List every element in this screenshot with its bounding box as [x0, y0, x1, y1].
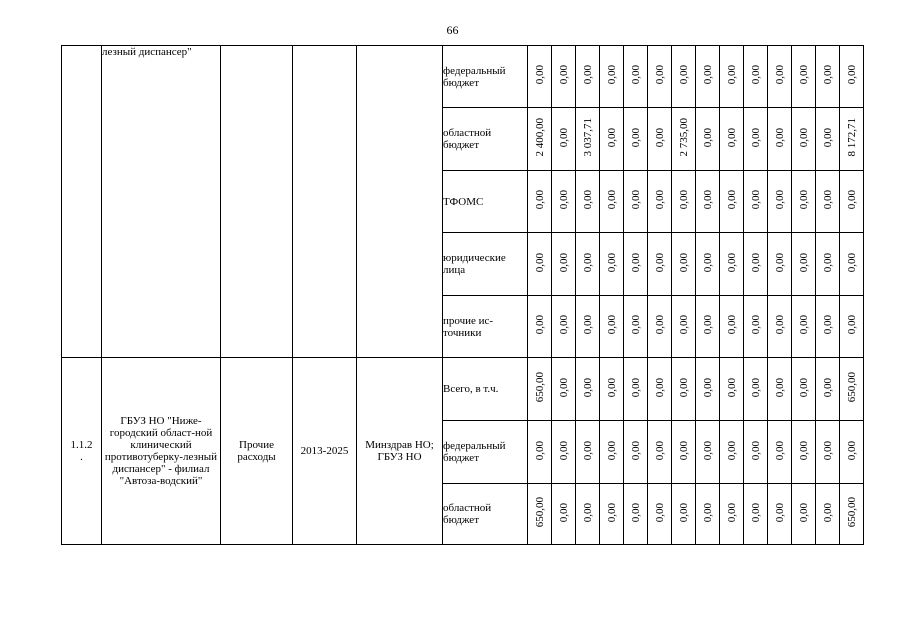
value-cell	[528, 171, 552, 233]
value-cell	[624, 358, 648, 421]
source-label: прочие ис-точники	[443, 296, 528, 358]
value-text: 0,00	[773, 440, 786, 461]
value-text: 0,00	[749, 315, 762, 335]
value-text: 0,00	[701, 502, 714, 523]
value-cell	[768, 358, 792, 421]
value-cell	[720, 296, 744, 358]
value-cell	[600, 46, 624, 108]
value-cell	[792, 108, 816, 171]
value-text: 0,00	[749, 190, 762, 210]
value-cell	[744, 358, 768, 421]
organization-cell: ГБУЗ НО "Ниже-городский област-ной клинический противотуберку-лезный диспансер" - филиал "Автоза-водский"	[102, 358, 221, 545]
value-text: 0,00	[533, 65, 546, 85]
value-cell	[528, 421, 552, 484]
value-text: 0,00	[821, 127, 834, 148]
value-cell	[576, 484, 600, 545]
value-text: 0,00	[557, 190, 570, 210]
value-cell	[720, 233, 744, 296]
value-cell	[648, 108, 672, 171]
value-cell	[816, 484, 840, 545]
item-number-cell: 1.1.2 .	[62, 358, 102, 545]
value-text: 0,00	[629, 65, 642, 85]
value-cell	[696, 484, 720, 545]
value-text: 0,00	[629, 315, 642, 335]
value-cell	[744, 484, 768, 545]
value-text: 0,00	[557, 252, 570, 273]
value-cell	[552, 233, 576, 296]
value-cell	[744, 296, 768, 358]
value-text: 0,00	[821, 315, 834, 335]
value-cell	[528, 233, 552, 296]
value-text: 0,00	[557, 502, 570, 523]
value-cell	[744, 233, 768, 296]
value-cell	[696, 233, 720, 296]
value-text: 0,00	[677, 502, 690, 523]
value-text: 650,00	[845, 497, 858, 528]
value-cell	[696, 421, 720, 484]
value-cell	[624, 171, 648, 233]
value-cell	[840, 484, 864, 545]
value-cell	[624, 46, 648, 108]
value-cell	[648, 46, 672, 108]
value-text: 0,00	[725, 190, 738, 210]
value-text: 0,00	[701, 65, 714, 85]
value-cell	[840, 108, 864, 171]
expense-type-cell	[221, 46, 293, 358]
value-cell	[840, 171, 864, 233]
value-text: 2 735,00	[677, 118, 690, 157]
value-text: 0,00	[677, 65, 690, 85]
value-text: 0,00	[581, 315, 594, 335]
source-label: федеральный бюджет	[443, 421, 528, 484]
value-text: 0,00	[581, 252, 594, 273]
value-text: 0,00	[773, 127, 786, 148]
value-cell	[840, 296, 864, 358]
source-label: Всего, в т.ч.	[443, 358, 528, 421]
value-cell	[552, 484, 576, 545]
value-text: 0,00	[773, 252, 786, 273]
value-text: 0,00	[629, 502, 642, 523]
value-text: 0,00	[797, 127, 810, 148]
value-cell	[648, 171, 672, 233]
value-text: 0,00	[677, 440, 690, 461]
value-text: 0,00	[653, 440, 666, 461]
value-text: 0,00	[653, 190, 666, 210]
value-cell	[624, 296, 648, 358]
value-cell	[768, 108, 792, 171]
value-cell	[552, 421, 576, 484]
budget-table	[61, 45, 864, 545]
value-text: 0,00	[605, 502, 618, 523]
value-text: 0,00	[821, 190, 834, 210]
value-cell	[552, 296, 576, 358]
value-text: 0,00	[533, 252, 546, 273]
value-text: 0,00	[773, 190, 786, 210]
executor-cell	[357, 46, 443, 358]
value-cell	[528, 46, 552, 108]
value-text: 0,00	[701, 252, 714, 273]
value-cell	[552, 46, 576, 108]
value-text: 0,00	[749, 127, 762, 148]
value-cell	[768, 233, 792, 296]
executor-cell: Минздрав НО; ГБУЗ НО	[357, 358, 443, 545]
value-cell	[792, 233, 816, 296]
value-text: 0,00	[725, 252, 738, 273]
value-cell	[528, 484, 552, 545]
value-text: 0,00	[533, 190, 546, 210]
value-text: 8 172,71	[845, 118, 858, 157]
value-text: 0,00	[557, 127, 570, 148]
value-text: 0,00	[749, 440, 762, 461]
value-cell	[744, 108, 768, 171]
value-cell	[672, 358, 696, 421]
value-cell	[744, 46, 768, 108]
value-text: 0,00	[701, 315, 714, 335]
value-text: 2 400,00	[533, 118, 546, 157]
value-text: 0,00	[749, 252, 762, 273]
value-text: 0,00	[821, 377, 834, 398]
value-cell	[600, 484, 624, 545]
value-cell	[792, 171, 816, 233]
value-cell	[576, 108, 600, 171]
value-text: 0,00	[653, 315, 666, 335]
value-text: 0,00	[725, 502, 738, 523]
item-number-cell	[62, 46, 102, 358]
value-text: 650,00	[533, 372, 546, 403]
value-cell	[648, 358, 672, 421]
value-cell	[624, 484, 648, 545]
value-cell	[528, 358, 552, 421]
value-cell	[720, 108, 744, 171]
value-cell	[816, 421, 840, 484]
value-cell	[792, 46, 816, 108]
value-text: 0,00	[701, 127, 714, 148]
value-cell	[720, 46, 744, 108]
value-text: 0,00	[677, 252, 690, 273]
value-cell	[696, 171, 720, 233]
value-text: 0,00	[605, 127, 618, 148]
value-cell	[672, 233, 696, 296]
value-cell	[768, 421, 792, 484]
value-text: 0,00	[773, 315, 786, 335]
value-cell	[840, 358, 864, 421]
value-text: 0,00	[605, 315, 618, 335]
value-cell	[600, 296, 624, 358]
value-text: 0,00	[581, 190, 594, 210]
source-label: юридические лица	[443, 233, 528, 296]
value-cell	[792, 421, 816, 484]
value-cell	[576, 421, 600, 484]
item-112-block	[62, 358, 864, 545]
value-cell	[744, 171, 768, 233]
value-cell	[816, 108, 840, 171]
value-text: 3 037,71	[581, 118, 594, 157]
value-cell	[672, 296, 696, 358]
value-text: 0,00	[605, 377, 618, 398]
value-text: 0,00	[605, 190, 618, 210]
value-cell	[576, 296, 600, 358]
value-cell	[768, 296, 792, 358]
value-cell	[576, 171, 600, 233]
value-cell	[696, 358, 720, 421]
value-text: 0,00	[653, 252, 666, 273]
period-cell: 2013-2025	[293, 358, 357, 545]
value-cell	[816, 296, 840, 358]
value-text: 0,00	[749, 502, 762, 523]
value-cell	[840, 46, 864, 108]
value-text: 0,00	[557, 440, 570, 461]
value-cell	[576, 358, 600, 421]
value-text: 0,00	[629, 127, 642, 148]
table-row	[62, 358, 864, 421]
value-cell	[816, 233, 840, 296]
organization-cell: лезный диспансер"	[102, 46, 221, 358]
continued-block	[62, 46, 864, 358]
value-cell	[840, 421, 864, 484]
value-cell	[672, 421, 696, 484]
value-text: 0,00	[581, 440, 594, 461]
value-cell	[768, 171, 792, 233]
value-cell	[600, 358, 624, 421]
value-cell	[840, 233, 864, 296]
value-text: 0,00	[821, 252, 834, 273]
value-text: 0,00	[629, 252, 642, 273]
value-cell	[672, 108, 696, 171]
value-text: 0,00	[725, 127, 738, 148]
value-text: 0,00	[653, 502, 666, 523]
value-cell	[648, 421, 672, 484]
value-cell	[768, 46, 792, 108]
value-text: 0,00	[557, 315, 570, 335]
value-text: 0,00	[629, 190, 642, 210]
value-text: 0,00	[701, 190, 714, 210]
value-cell	[600, 171, 624, 233]
value-text: 0,00	[677, 315, 690, 335]
value-text: 0,00	[773, 502, 786, 523]
value-text: 0,00	[701, 377, 714, 398]
value-text: 0,00	[749, 377, 762, 398]
value-cell	[768, 484, 792, 545]
value-cell	[672, 484, 696, 545]
value-text: 0,00	[797, 377, 810, 398]
value-text: 0,00	[821, 440, 834, 461]
value-text: 0,00	[605, 440, 618, 461]
source-label: областной бюджет	[443, 484, 528, 545]
value-text: 0,00	[725, 65, 738, 85]
value-text: 0,00	[581, 377, 594, 398]
value-cell	[720, 171, 744, 233]
value-text: 0,00	[701, 440, 714, 461]
source-label: ТФОМС	[443, 171, 528, 233]
value-text: 0,00	[797, 440, 810, 461]
value-cell	[576, 233, 600, 296]
source-label: областной бюджет	[443, 108, 528, 171]
value-cell	[792, 358, 816, 421]
value-cell	[552, 108, 576, 171]
value-cell	[528, 296, 552, 358]
value-text: 0,00	[653, 127, 666, 148]
value-cell	[552, 358, 576, 421]
value-text: 0,00	[749, 65, 762, 85]
table-row	[62, 46, 864, 108]
value-cell	[648, 296, 672, 358]
value-text: 0,00	[629, 440, 642, 461]
value-cell	[624, 233, 648, 296]
value-text: 0,00	[845, 65, 858, 85]
value-text: 0,00	[797, 190, 810, 210]
page-number: 66	[446, 23, 459, 37]
value-text: 0,00	[677, 377, 690, 398]
value-text: 0,00	[845, 190, 858, 210]
value-text: 0,00	[797, 252, 810, 273]
value-text: 0,00	[725, 315, 738, 335]
value-cell	[600, 108, 624, 171]
value-cell	[552, 171, 576, 233]
value-cell	[720, 421, 744, 484]
value-text: 0,00	[557, 377, 570, 398]
period-cell	[293, 46, 357, 358]
value-cell	[672, 171, 696, 233]
value-cell	[528, 108, 552, 171]
value-cell	[720, 358, 744, 421]
value-cell	[624, 421, 648, 484]
value-cell	[696, 296, 720, 358]
value-cell	[744, 421, 768, 484]
value-text: 0,00	[581, 502, 594, 523]
value-text: 0,00	[557, 65, 570, 85]
value-cell	[600, 233, 624, 296]
value-text: 0,00	[773, 377, 786, 398]
value-cell	[600, 421, 624, 484]
value-text: 0,00	[533, 315, 546, 335]
value-text: 0,00	[677, 190, 690, 210]
value-text: 0,00	[605, 65, 618, 85]
value-text: 0,00	[653, 377, 666, 398]
value-text: 0,00	[725, 377, 738, 398]
value-text: 650,00	[533, 497, 546, 528]
value-text: 0,00	[845, 440, 858, 461]
value-text: 0,00	[797, 65, 810, 85]
value-text: 0,00	[629, 377, 642, 398]
value-text: 0,00	[821, 502, 834, 523]
value-text: 0,00	[773, 65, 786, 85]
value-text: 0,00	[581, 65, 594, 85]
value-cell	[648, 233, 672, 296]
value-text: 0,00	[797, 315, 810, 335]
value-cell	[816, 46, 840, 108]
value-cell	[792, 484, 816, 545]
value-text: 0,00	[605, 252, 618, 273]
value-text: 0,00	[821, 65, 834, 85]
value-text: 650,00	[845, 372, 858, 403]
value-cell	[816, 358, 840, 421]
value-text: 0,00	[533, 440, 546, 461]
value-cell	[696, 46, 720, 108]
value-text: 0,00	[845, 315, 858, 335]
value-text: 0,00	[845, 252, 858, 273]
source-label: федеральный бюджет	[443, 46, 528, 108]
value-cell	[696, 108, 720, 171]
value-cell	[576, 46, 600, 108]
value-cell	[792, 296, 816, 358]
value-cell	[816, 171, 840, 233]
value-cell	[624, 108, 648, 171]
value-text: 0,00	[797, 502, 810, 523]
value-cell	[672, 46, 696, 108]
value-cell	[648, 484, 672, 545]
value-cell	[720, 484, 744, 545]
expense-type-cell: Прочие расходы	[221, 358, 293, 545]
value-text: 0,00	[725, 440, 738, 461]
value-text: 0,00	[653, 65, 666, 85]
